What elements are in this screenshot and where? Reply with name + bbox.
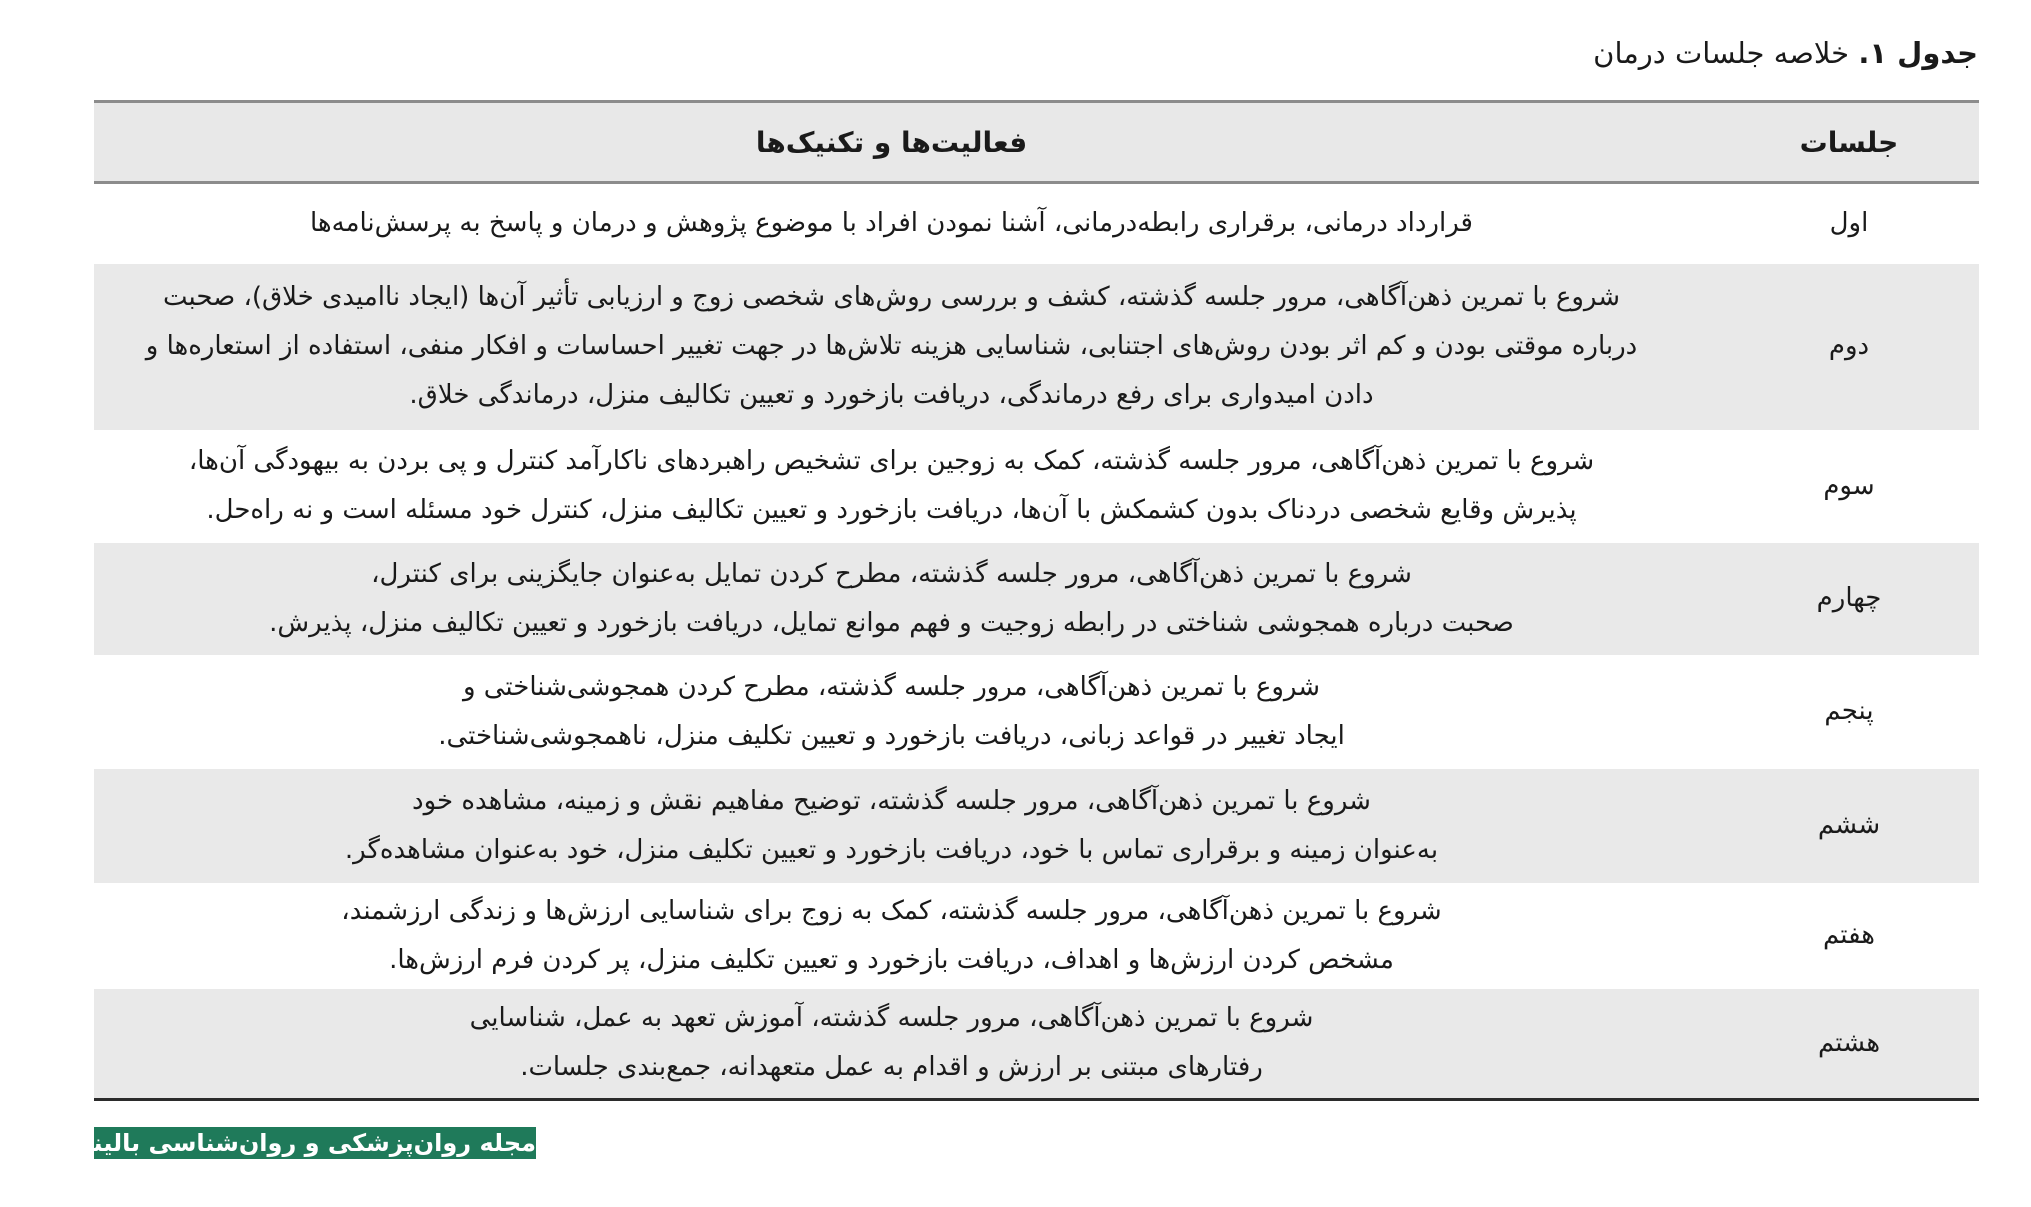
activity-line: شروع با تمرین ذهن‌آگاهی، مرور جلسه گذشته، کمک به زوج برای شناسایی ارزش‌ها و زندگی ارزشمند،	[341, 895, 1442, 926]
table-row	[94, 183, 1979, 264]
table-row	[94, 883, 1979, 989]
activity-line: پذیرش وقایع شخصی دردناک بدون کشمکش با آن‌ها، دریافت بازخورد و تعیین تکالیف منزل، کنترل خود مسئله است و نه راه‌حل.	[206, 495, 1577, 525]
table-caption	[1593, 28, 1978, 78]
session-cell: دوم	[1828, 331, 1870, 361]
activity-line: ایجاد تغییر در قواعد زبانی، دریافت بازخورد و تعیین تکلیف منزل، ناهمجوشی‌شناختی.	[438, 720, 1345, 751]
activities-cell	[94, 989, 1689, 1100]
session-cell: چهارم	[1816, 583, 1882, 613]
activity-line: شروع با تمرین ذهن‌آگاهی، مرور جلسه گذشته، کمک به زوجین برای تشخیص راهبردهای ناکارآمد کنترل و پی بردن به بیهودگی آن‌ها،	[188, 446, 1595, 476]
session-cell: پنجم	[1824, 696, 1874, 726]
activity-line: دادن امیدواری برای رفع درماندگی، دریافت بازخورد و تعیین تکالیف منزل، درماندگی خلاق.	[409, 380, 1374, 410]
table-row	[94, 989, 1979, 1100]
journal-logo: مجله روان‌پزشکی و روان‌شناسی بالینی ایران	[0, 1129, 536, 1157]
activities-cell	[94, 543, 1689, 655]
header-sessions: جلسات	[1799, 125, 1899, 159]
table-header-row	[94, 102, 1979, 183]
activities-cell	[94, 183, 1689, 264]
sessions-table-container	[94, 100, 1979, 1101]
session-cell: ششم	[1817, 810, 1881, 840]
header-activities: فعالیت‌ها و تکنیک‌ها	[755, 125, 1028, 159]
table-row	[94, 264, 1979, 430]
table-row	[94, 655, 1979, 769]
table-row	[94, 430, 1979, 543]
activity-line: شروع با تمرین ذهن‌آگاهی، مرور جلسه گذشته، کشف و بررسی روش‌های شخصی زوج و ارزیابی تأثیر آن‌ها (ایجاد ناامیدی خلاق)، صحبت	[162, 282, 1621, 312]
activity-line: صحبت درباره همجوشی شناختی در رابطه زوجیت و فهم موانع تمایل، دریافت بازخورد و تعیین تکالیف منزل، پذیرش.	[269, 607, 1514, 638]
activity-line: شروع با تمرین ذهن‌آگاهی، مرور جلسه گذشته، مطرح کردن تمایل به‌عنوان جایگزینی برای کنترل،	[371, 558, 1412, 589]
sessions-table	[94, 100, 1979, 1101]
table-row	[94, 769, 1979, 883]
activity-line: به‌عنوان زمینه و برقراری تماس با خود، دریافت بازخورد و تعیین تکلیف منزل، خود به‌عنوان مشاهده‌گر.	[344, 834, 1439, 865]
activity-line: شروع با تمرین ذهن‌آگاهی، مرور جلسه گذشته، مطرح کردن همجوشی‌شناختی و	[462, 671, 1321, 702]
session-cell: هشتم	[1817, 1027, 1881, 1058]
activity-line: درباره موقتی بودن و کم اثر بودن روش‌های اجتنابی، شناسایی هزینه تلاش‌ها در جهت تغییر احساسات و افکار منفی، استفاده از استعاره‌ها و	[145, 331, 1638, 361]
table-caption-title: خلاصه جلسات درمان	[1593, 36, 1850, 70]
session-cell: سوم	[1823, 470, 1875, 501]
activities-cell	[94, 264, 1689, 430]
activities-cell	[94, 430, 1689, 543]
activity-line: رفتارهای مبتنی بر ارزش و اقدام به عمل متعهدانه، جمع‌بندی جلسات.	[520, 1052, 1263, 1083]
table-row	[94, 543, 1979, 655]
session-cell: اول	[1829, 208, 1869, 239]
activities-cell	[94, 883, 1689, 989]
activity-line: شروع با تمرین ذهن‌آگاهی، مرور جلسه گذشته، آموزش تعهد به عمل، شناسایی	[469, 1003, 1314, 1034]
table-caption-label: جدول ۱.	[1858, 36, 1978, 70]
activities-cell	[94, 769, 1689, 883]
activity-line: مشخص کردن ارزش‌ها و اهداف، دریافت بازخورد و تعیین تکلیف منزل، پر کردن فرم ارزش‌ها.	[389, 944, 1394, 975]
session-cell: هفتم	[1822, 920, 1875, 950]
activity-line: قرارداد درمانی، برقراری رابطه‌درمانی، آشنا نمودن افراد با موضوع پژوهش و درمان و پاسخ به پرسش‌نامه‌ها	[310, 208, 1473, 239]
activities-cell	[94, 655, 1689, 769]
activity-line: شروع با تمرین ذهن‌آگاهی، مرور جلسه گذشته، توضیح مفاهیم نقش و زمینه، مشاهده خود	[412, 785, 1371, 816]
